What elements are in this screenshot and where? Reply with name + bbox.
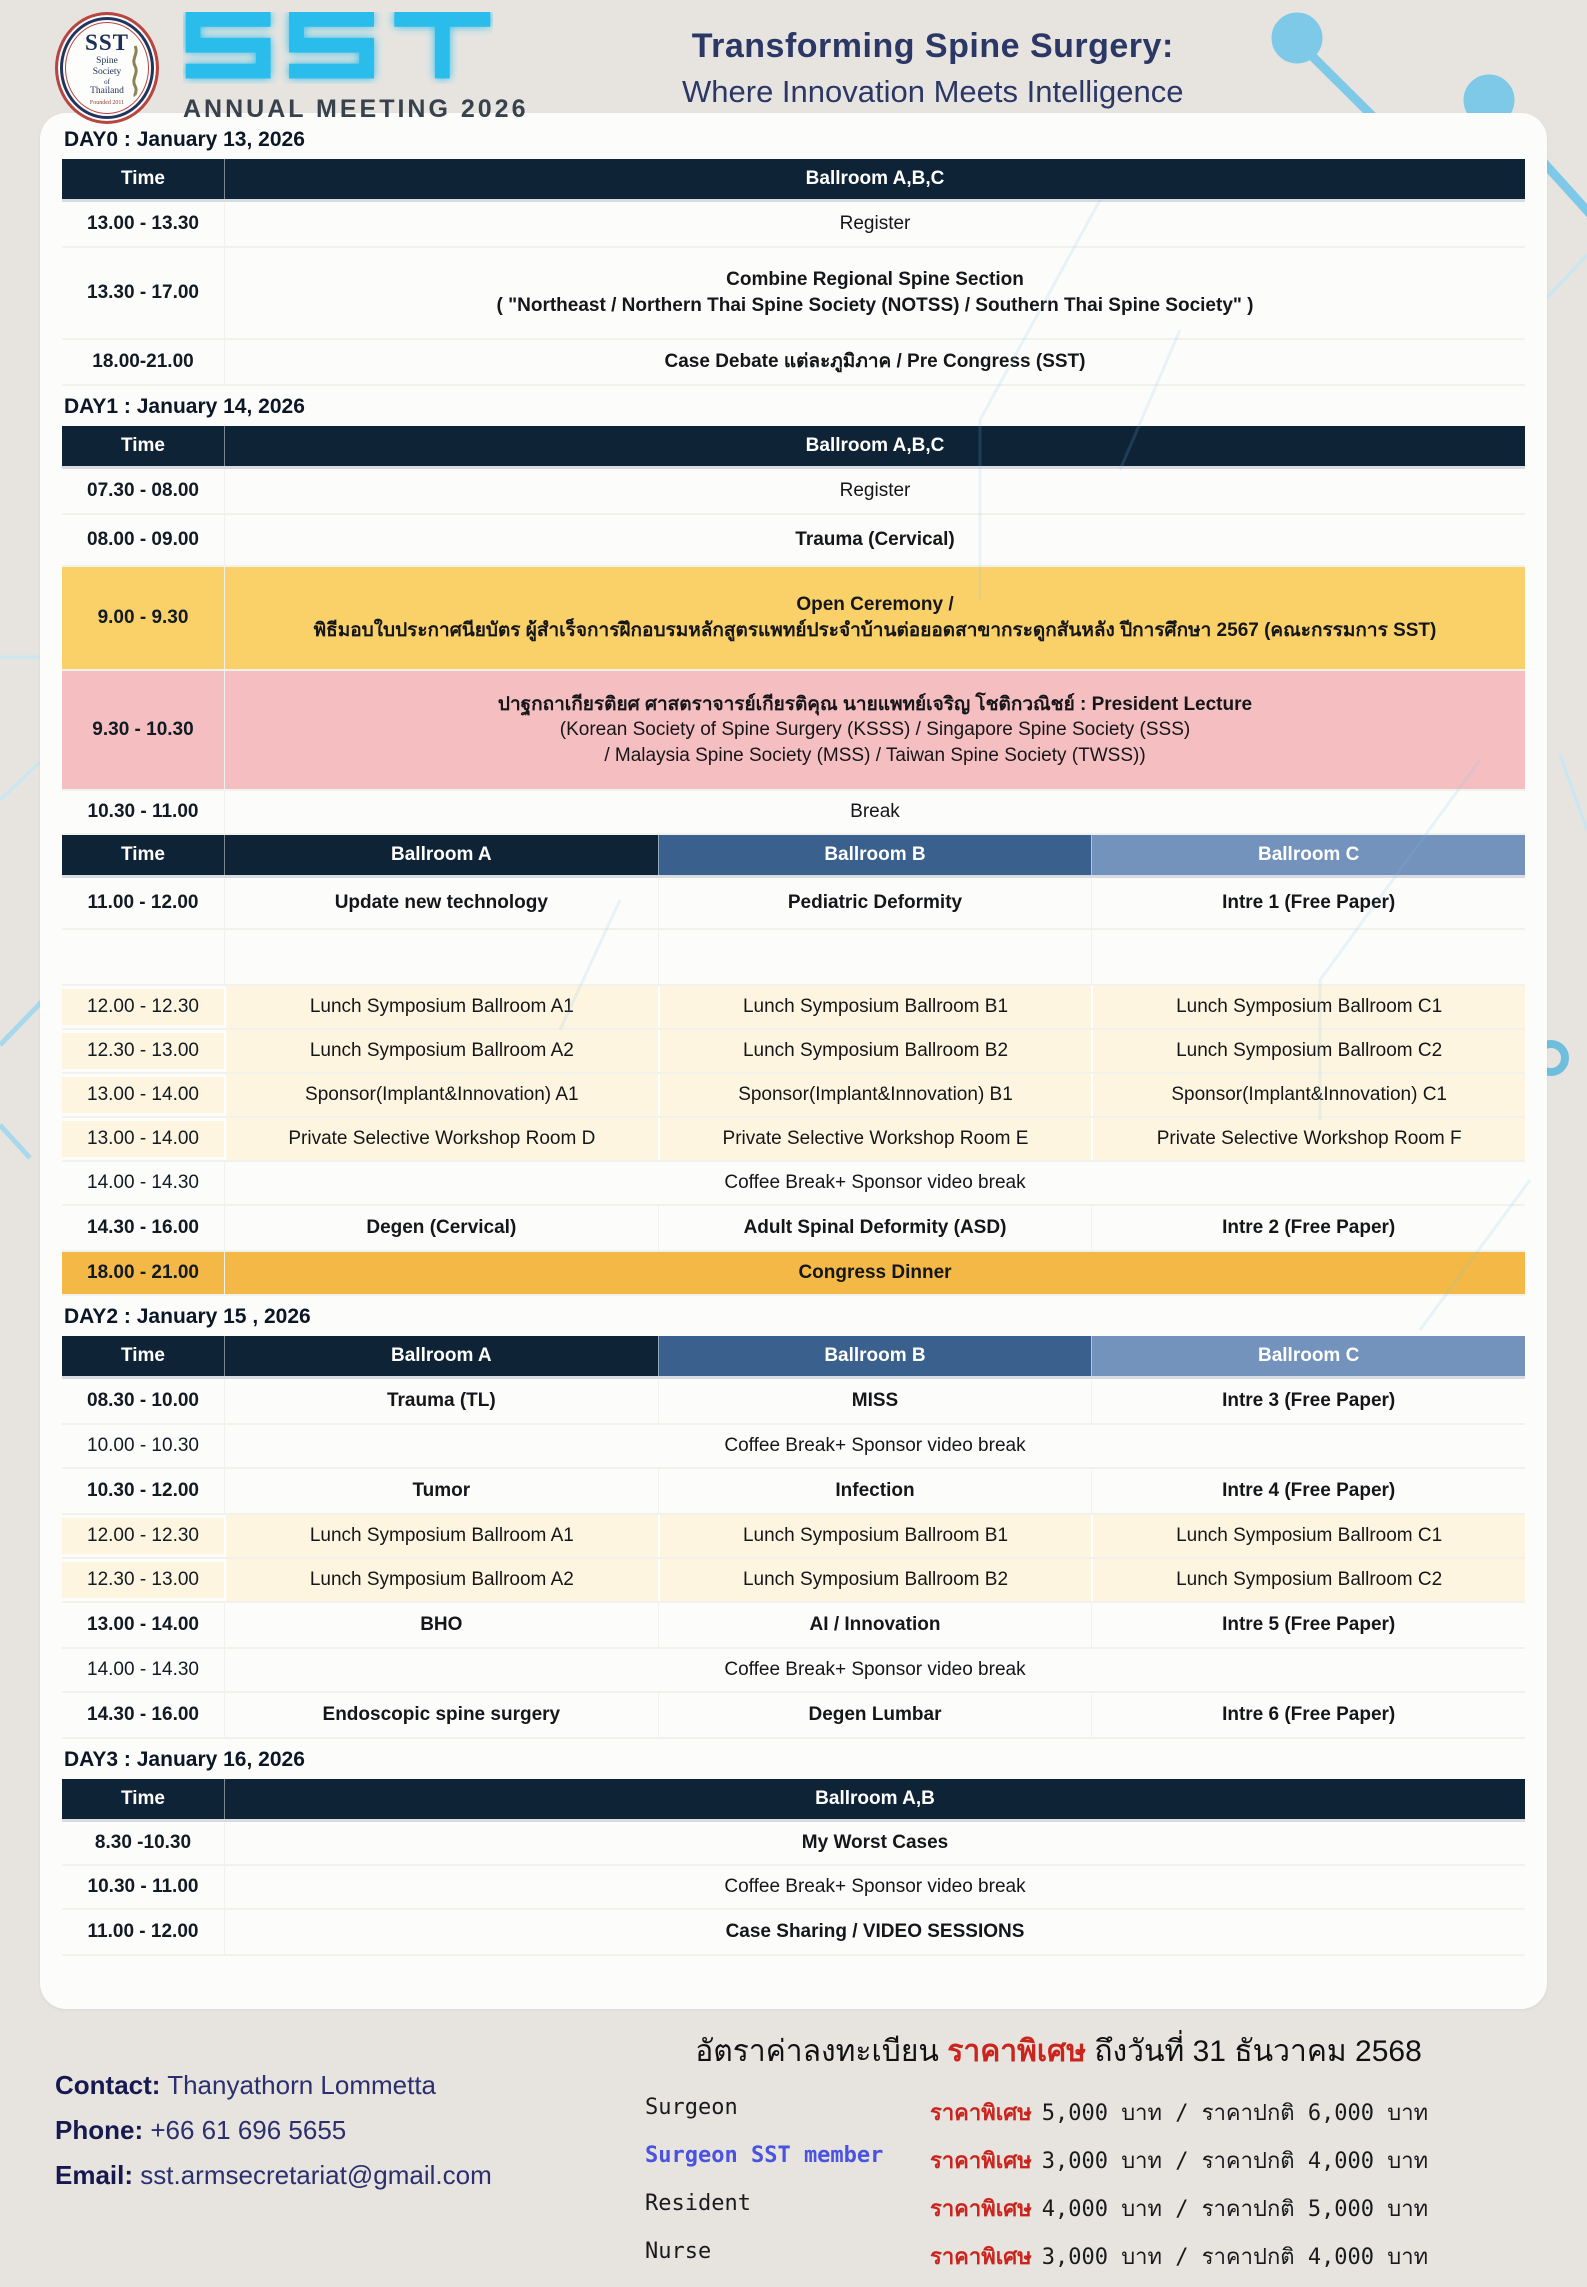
contact-block (55, 2028, 575, 2287)
congress-dinner-row: 18.00 - 21.00 Congress Dinner (62, 1252, 1525, 1296)
coffee-break-row: 10.00 - 10.30 Coffee Break+ Sponsor video break (62, 1425, 1525, 1469)
page-header (55, 18, 1547, 123)
sst-cyan-logo-icon (183, 12, 493, 84)
rate-row-surgeon: Surgeon ราคาพิเศษ 5,000 บาท / ราคาปกติ 6,000 บาท (645, 2095, 1429, 2126)
day2-label: DAY2 : January 15 , 2026 (64, 1305, 311, 1328)
day2-header-row: Time Ballroom A Ballroom B Ballroom C (62, 1336, 1525, 1379)
day1-ballroom-header-row: Time Ballroom A Ballroom B Ballroom C (62, 835, 1525, 878)
rate-row-resident: Resident ราคาพิเศษ 4,000 บาท / ราคาปกติ 5,000 บาท (645, 2191, 1429, 2222)
sst-wordmark (183, 12, 529, 124)
email-line: Email: sst.armsecretariat@gmail.com (55, 2160, 492, 2190)
table-row: 14.30 - 16.00 Degen (Cervical) Adult Spinal Deformity (ASD) Intre 2 (Free Paper) (62, 1206, 1525, 1252)
table-row: 8.30 -10.30 My Worst Cases (62, 1822, 1525, 1866)
day1-table-merged (62, 426, 1525, 835)
registration-title: อัตราค่าลงทะเบียน ราคาพิเศษ ถึงวันที่ 31 ธันวาคม 2568 (695, 2035, 1422, 2068)
rate-row-sst-member: Surgeon SST member ราคาพิเศษ 3,000 บาท / ราคาปกติ 4,000 บาท (645, 2143, 1429, 2174)
table-row: 12.00 - 12.30 Lunch Symposium Ballroom A1 Lunch Symposium Ballroom B1 Lunch Symposium Ballroom C1 (62, 986, 1525, 1030)
president-lecture-row: 9.30 - 10.30 ปาฐกถาเกียรติยศ ศาสตราจารย์เกียรติคุณ นายแพทย์เจริญ โชติกวณิชย์ : President Lecture (Korean Society of Spine Surgery (KSSS) / Singapore Spine Society (SSS) / Malaysia Spine Society (MSS) / Taiwan Spine Society (TWSS)) (62, 671, 1525, 791)
day1-header-row: Time Ballroom A,B,C (62, 426, 1525, 469)
spine-illustration-icon (128, 45, 142, 97)
day2-table (62, 1336, 1525, 1739)
annual-meeting-label: ANNUAL MEETING 2026 (183, 95, 529, 123)
table-row: 13.00 - 14.00 Private Selective Workshop Room D Private Selective Workshop Room E Private Selective Workshop Room F (62, 1118, 1525, 1162)
day3-table (62, 1779, 1525, 1956)
registration-rates-block (575, 2028, 1542, 2287)
day3-label: DAY3 : January 16, 2026 (64, 1748, 305, 1771)
day1-label: DAY1 : January 14, 2026 (64, 395, 305, 418)
table-row: 10.30 - 12.00 Tumor Infection Intre 4 (Free Paper) (62, 1469, 1525, 1515)
logo-sst-text: SST (85, 30, 129, 56)
table-row: 12.30 - 13.00 Lunch Symposium Ballroom A2 Lunch Symposium Ballroom B2 Lunch Symposium Ballroom C2 (62, 1559, 1525, 1603)
coffee-break-row: 14.00 - 14.30 Coffee Break+ Sponsor video break (62, 1649, 1525, 1693)
schedule-card (40, 113, 1547, 2009)
table-row: 13.00 - 14.00 Sponsor(Implant&Innovation) A1 Sponsor(Implant&Innovation) B1 Sponsor(Implant&Innovation) C1 (62, 1074, 1525, 1118)
coffee-break-row: 14.00 - 14.30 Coffee Break+ Sponsor video break (62, 1162, 1525, 1206)
table-row: 13.00 - 14.00 BHO AI / Innovation Intre 5 (Free Paper) (62, 1603, 1525, 1649)
phone-line: Phone: +66 61 696 5655 (55, 2115, 347, 2145)
table-row: 13.00 - 13.30 Register (62, 202, 1525, 248)
table-row: 13.30 - 17.00 Combine Regional Spine Section ( "Northeast / Northern Thai Spine Society (NOTSS) / Southern Thai Spine Society" ) (62, 248, 1525, 340)
registration-rows (575, 2095, 1542, 2274)
day0-header-row (62, 159, 1525, 202)
contact-line: Contact: Thanyathorn Lommetta (55, 2070, 437, 2100)
table-row: 14.30 - 16.00 Endoscopic spine surgery Degen Lumbar Intre 6 (Free Paper) (62, 1693, 1525, 1739)
table-row: 11.00 - 12.00 Case Sharing / VIDEO SESSIONS (62, 1910, 1525, 1956)
table-row: 11.00 - 12.00 Update new technology Pediatric Deformity Intre 1 (Free Paper) (62, 878, 1525, 930)
empty-row (62, 930, 1525, 986)
page-footer (55, 2028, 1542, 2287)
day0-room-header: Ballroom A,B,C (224, 159, 1525, 199)
day3-header-row: Time Ballroom A,B (62, 1779, 1525, 1822)
rate-row-nurse: Nurse ราคาพิเศษ 3,000 บาท / ราคาปกติ 4,000 บาท (645, 2239, 1429, 2270)
table-row: 18.00-21.00 Case Debate แต่ละภูมิภาค / Pre Congress (SST) (62, 340, 1525, 386)
table-row: 07.30 - 08.00 Register (62, 469, 1525, 515)
event-title: Transforming Spine Surgery: Where Innovation Meets Intelligence (682, 26, 1184, 109)
day1-table-ballrooms (62, 835, 1525, 1296)
table-row: 08.30 - 10.00 Trauma (TL) MISS Intre 3 (Free Paper) (62, 1379, 1525, 1425)
day0-table (62, 159, 1525, 386)
sst-society-logo: SST Spine Society of Thailand Founded 2011 (55, 12, 159, 124)
day0-label: DAY0 : January 13, 2026 (64, 128, 305, 151)
coffee-break-row: 10.30 - 11.00 Coffee Break+ Sponsor video break (62, 1866, 1525, 1910)
table-row: 10.30 - 11.00 Break (62, 791, 1525, 835)
table-row: 12.30 - 13.00 Lunch Symposium Ballroom A2 Lunch Symposium Ballroom B2 Lunch Symposium Ballroom C2 (62, 1030, 1525, 1074)
table-row: 08.00 - 09.00 Trauma (Cervical) (62, 515, 1525, 567)
open-ceremony-row: 9.00 - 9.30 Open Ceremony / พิธีมอบใบประกาศนียบัตร ผู้สำเร็จการฝึกอบรมหลักสูตรแพทย์ประจำบ้านต่อยอดสาขากระดูกสันหลัง ปีการศึกษา 2567 (คณะกรรมการ SST) (62, 567, 1525, 671)
table-row: 12.00 - 12.30 Lunch Symposium Ballroom A1 Lunch Symposium Ballroom B1 Lunch Symposium Ballroom C1 (62, 1515, 1525, 1559)
day0-time-header: Time (62, 159, 224, 199)
